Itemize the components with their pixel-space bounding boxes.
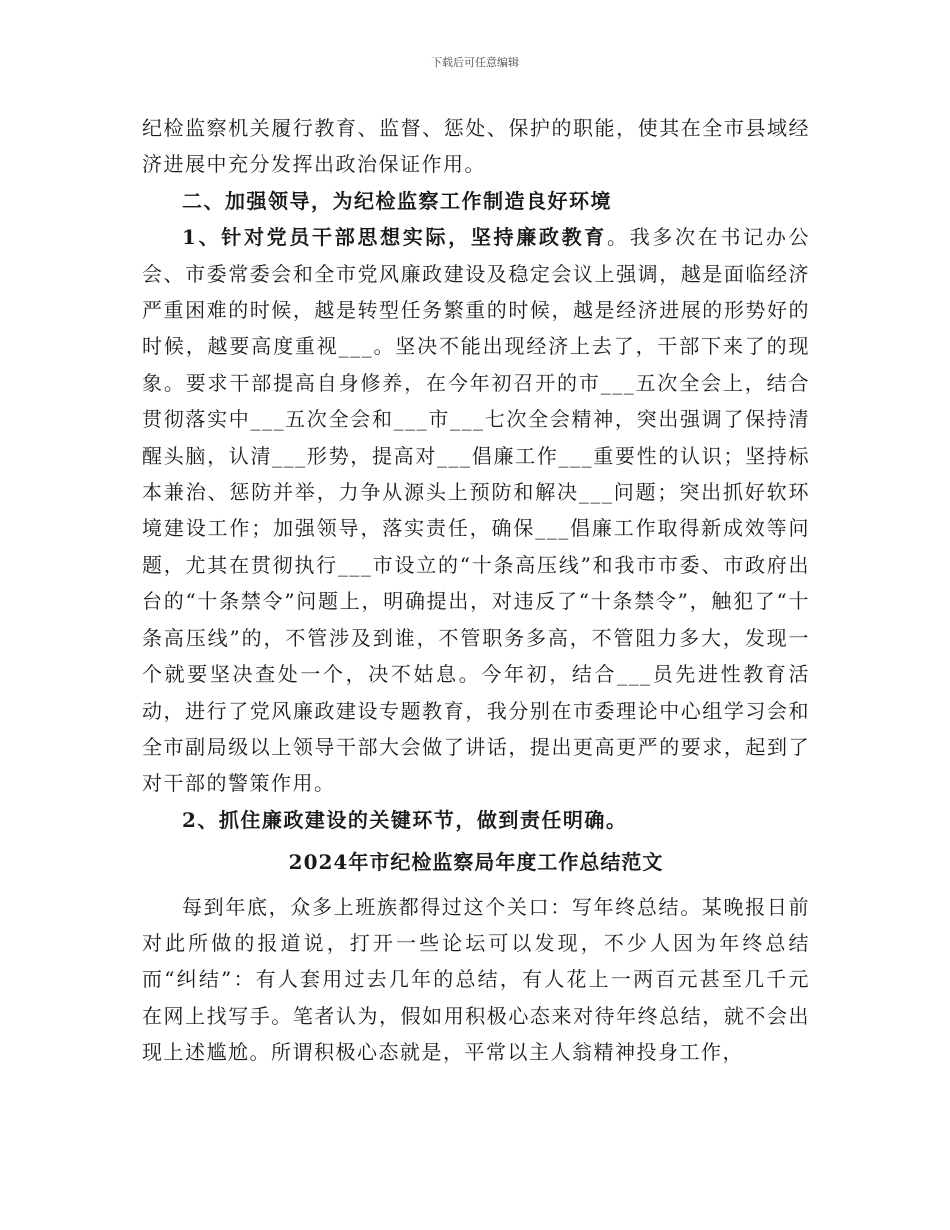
article-title: 2024年市纪检监察局年度工作总结范文: [288, 850, 664, 875]
paragraph-item-1: [142, 219, 810, 802]
document-body: [142, 110, 810, 1071]
page-header: 下载后可任意编辑: [431, 56, 519, 69]
item-1-lead: 1、针对党员干部思想实际，坚持廉政教育: [182, 225, 607, 250]
item-1-text: 。我多次在书记办公会、市委常委会和全市党风廉政建设及稳定会议上强调，越是面临经济严重困难的时候，越是转型任务繁重的时候，越是经济进展的形势好的时候，越要高度重视___。坚决不能出现经济上去了，干部下来了的现象。要求干部提高自身修养，在今年初召开的市___五次全会上，结合贯彻落实中___五次全会和___市___七次全会精神，突出强调了保持清醒头脑，认清___形势，提高对___倡廉工作___重要性的认识；坚持标本兼治、惩防并举，力争从源头上预防和解决___问题；突出抓好软环境建设工作；加强领导，落实责任，确保___倡廉工作取得新成效等问题，尤其在贯彻执行___市设立的“十条高压线”和我市市委、市政府出台的“十条禁令”问题上，明确提出，对违反了“十条禁令”，触犯了“十条高压线”的，不管涉及到谁，不管职务多高，不管阻力多大，发现一个就要坚决查处一个，决不姑息。今年初，结合___员先进性教育活动，进行了党风廉政建设专题教育，我分别在市委理论中心组学习会和全市副局级以上领导干部大会做了讲话，提出更高更严的要求，起到了对干部的警策作用。: [142, 225, 811, 796]
paragraph-last: 每到年底，众多上班族都得过这个关口：写年终总结。某晚报日前对此所做的报道说，打开一些论坛可以发现，不少人因为年终总结而“纠结”：有人套用过去几年的总结，有人花上一两百元甚至几千元在网上找写手。笔者认为，假如用积极心态来对待年终总结，就不会出现上述尴尬。所谓积极心态就是，平常以主人翁精神投身工作，: [142, 894, 810, 1065]
item-2-heading: 2、抓住廉政建设的关键环节，做到责任明确。: [182, 807, 628, 832]
section-heading: 二、加强领导，为纪检监察工作制造良好环境: [182, 188, 612, 213]
paragraph-intro: 纪检监察机关履行教育、监督、惩处、保护的职能，使其在全市县域经济进展中充分发挥出政治保证作用。: [142, 116, 810, 177]
